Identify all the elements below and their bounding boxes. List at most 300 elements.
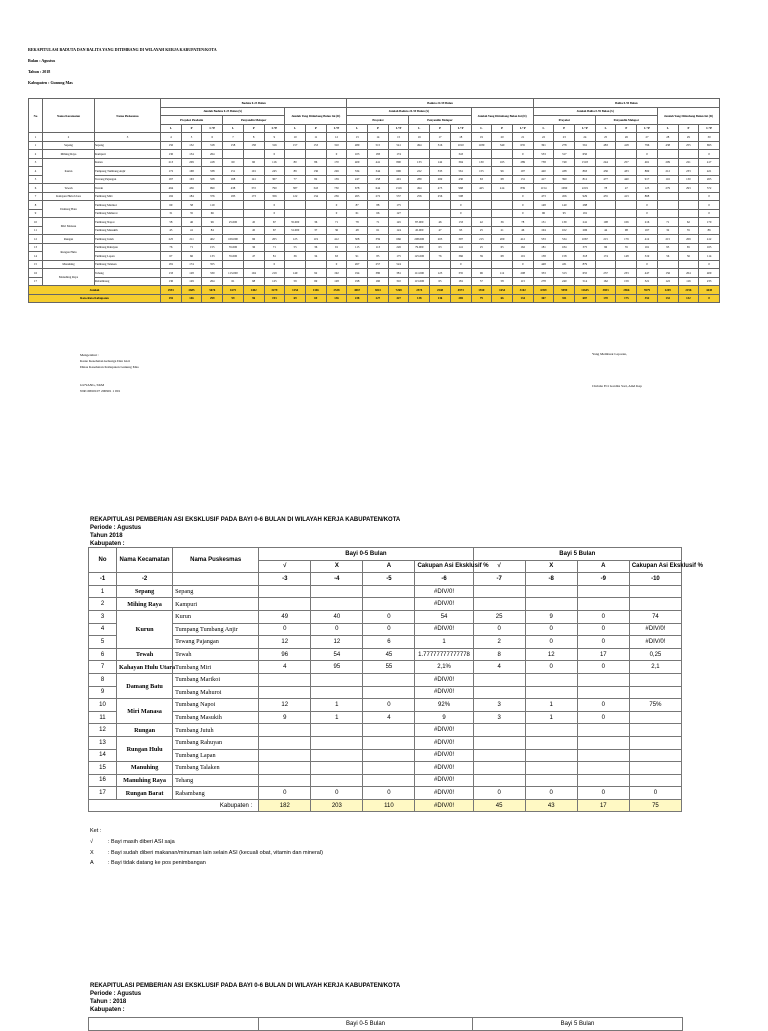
header-lp: L — [595, 124, 616, 133]
row-value: 215 — [657, 235, 678, 244]
header-row — [29, 99, 720, 108]
row-value: 0 — [363, 623, 415, 636]
row-value: 104 — [243, 269, 264, 278]
row-value: 170 — [326, 158, 347, 167]
row-value — [616, 260, 637, 269]
row-value: 116 — [264, 158, 285, 167]
row-value — [243, 150, 264, 159]
row-puskesmas: Tumbang Jutuh — [95, 235, 161, 244]
row-value: 36 — [326, 226, 347, 235]
header-lp: L+P — [450, 124, 471, 133]
row-value: 165 — [492, 158, 513, 167]
row-value: #DIV/0! — [415, 598, 473, 611]
row-value — [473, 736, 525, 749]
row-value: 158 — [223, 141, 244, 150]
row-value: 109.000 — [223, 235, 244, 244]
column-number: 27 — [637, 133, 658, 142]
row-value: 95 — [657, 243, 678, 252]
average-value: 238 — [347, 294, 368, 303]
row-value: 95 — [311, 661, 363, 674]
row-value — [525, 749, 577, 762]
row-value: 71 — [657, 218, 678, 227]
table-row — [29, 243, 720, 252]
header-lp: P — [243, 124, 264, 133]
header-col: X — [525, 560, 577, 573]
row-value: 158 — [533, 252, 554, 261]
row-value: 343 — [450, 150, 471, 159]
table-row — [29, 184, 720, 193]
average-value: 69 — [285, 294, 306, 303]
row-value: 8 — [473, 648, 525, 661]
row-value: 184 — [181, 192, 202, 201]
row-value: 0 — [259, 787, 311, 800]
row-puskesmas: Tumbang Mahuroi — [95, 209, 161, 218]
header-col: Cakupan Asi Eksklusif % — [415, 560, 473, 573]
row-value — [473, 598, 525, 611]
column-number: 19 — [471, 133, 492, 142]
row-kecamatan: Damang Batu — [43, 201, 95, 218]
row-value: 514 — [575, 277, 596, 286]
row-value: 41 — [181, 226, 202, 235]
row-value: 12 — [259, 636, 311, 649]
row-value: 191 — [575, 209, 596, 218]
row-value: #DIV/0! — [415, 686, 473, 699]
row-value: 63 — [326, 252, 347, 261]
row-value — [259, 585, 311, 598]
row-value: 114 — [699, 252, 720, 261]
row-value: 264 — [202, 150, 223, 159]
row-value: 245 — [264, 167, 285, 176]
row-value: 226 — [388, 243, 409, 252]
row-value: 47 — [616, 184, 637, 193]
row-value — [657, 192, 678, 201]
row-value: 35 — [678, 226, 699, 235]
row-value: 456 — [181, 184, 202, 193]
total-value: 7268 — [388, 286, 409, 295]
row-value: 572 — [699, 184, 720, 193]
row-no: 1 — [89, 585, 117, 598]
row-value: 155 — [202, 243, 223, 252]
row-value: 929 — [575, 192, 596, 201]
row-no: 2 — [89, 598, 117, 611]
average-value: 175 — [616, 294, 637, 303]
row-no: 11 — [29, 226, 43, 235]
total-value: 2538 — [326, 286, 347, 295]
header-group: Baduta 24-59 Bulan — [347, 99, 533, 108]
row-value: 0 — [264, 260, 285, 269]
row-value: 333 — [533, 269, 554, 278]
row-value: 265 — [347, 192, 368, 201]
row-value: 123 — [430, 269, 451, 278]
doc1-signature-left — [80, 352, 139, 394]
table-row — [29, 260, 720, 269]
average-label: Rata-Rata Kabupaten — [29, 294, 161, 303]
row-value: 412 — [637, 235, 658, 244]
row-value — [243, 260, 264, 269]
total-value: 3841 — [368, 286, 389, 295]
row-value: 204 — [678, 269, 699, 278]
row-value: 150 — [161, 141, 182, 150]
header-col: Cakupan Asi Eksklusif % — [629, 560, 681, 573]
row-no: 17 — [29, 277, 43, 286]
row-value: 141 — [450, 243, 471, 252]
row-value: 115.000 — [409, 277, 430, 286]
row-value: 812 — [575, 175, 596, 184]
total-value: 3853 — [595, 286, 616, 295]
row-value: 417 — [533, 175, 554, 184]
row-value — [259, 762, 311, 775]
row-value: 0 — [637, 260, 658, 269]
average-value: 96 — [243, 294, 264, 303]
row-value: 1 — [525, 699, 577, 712]
column-number: 18 — [450, 133, 471, 142]
row-value — [259, 774, 311, 787]
table-row — [29, 141, 720, 150]
table-row — [29, 167, 720, 176]
row-value — [525, 762, 577, 775]
row-value: 145 — [388, 218, 409, 227]
row-value: #DIV/0! — [415, 673, 473, 686]
row-puskesmas: Tumbang Miri — [173, 661, 259, 674]
row-value: 125.000 — [409, 252, 430, 261]
row-value: 116 — [657, 175, 678, 184]
row-puskesmas: Tehang — [95, 269, 161, 278]
row-value: 869 — [637, 167, 658, 176]
row-value: 489 — [347, 141, 368, 150]
header-lp: L+P — [326, 124, 347, 133]
row-value — [595, 260, 616, 269]
row-value: 25 — [473, 610, 525, 623]
row-value: 206 — [575, 226, 596, 235]
row-value — [525, 724, 577, 737]
row-value: 124 — [388, 226, 409, 235]
column-number: -1 — [89, 573, 117, 586]
row-value: 516 — [430, 141, 451, 150]
row-value: 112 — [492, 269, 513, 278]
header-lp: P — [305, 124, 326, 133]
header-group: Balita 0-59 Bulan — [533, 99, 719, 108]
total-value: 110 — [363, 799, 415, 812]
row-value: 696 — [388, 167, 409, 176]
row-kecamatan: Sepang — [117, 585, 173, 598]
row-value — [473, 774, 525, 787]
row-value: 0 — [326, 150, 347, 159]
table-row — [29, 277, 720, 286]
doc2-title: REKAPITULASI PEMBERIAN ASI EKSKLUSIF PADA BAYI 0-6 BULAN DI WILAYAH KERJA KABUPATEN/KOTA — [90, 517, 401, 523]
doc2-periode: Periode : Agustus — [90, 525, 142, 531]
row-value: 45 — [363, 648, 415, 661]
row-value — [678, 260, 699, 269]
row-value: 289 — [512, 158, 533, 167]
header-lp: P — [492, 124, 513, 133]
column-number: 5 — [181, 133, 202, 142]
row-value: 48 — [347, 226, 368, 235]
row-value: 1 — [311, 711, 363, 724]
doc3-kabupaten: Kabupaten : — [90, 1007, 125, 1013]
row-value: 37 — [305, 226, 326, 235]
row-value: 197 — [512, 167, 533, 176]
row-value — [629, 762, 681, 775]
row-value: 71 — [326, 218, 347, 227]
row-value: 183 — [368, 150, 389, 159]
row-value — [259, 686, 311, 699]
row-kecamatan: Miri Manasa — [43, 218, 95, 235]
row-value — [473, 585, 525, 598]
row-value — [616, 201, 637, 210]
row-no: 7 — [29, 192, 43, 201]
legend-item: A : Bayi tidak datang ke pos penimbangan — [90, 860, 206, 867]
row-value: 749 — [554, 158, 575, 167]
row-kecamatan: Tewah — [117, 648, 173, 661]
header-lp: L — [409, 124, 430, 133]
header-lp: L+P — [388, 124, 409, 133]
row-value: 156 — [657, 269, 678, 278]
column-number: -2 — [117, 573, 173, 586]
row-value: 278 — [533, 277, 554, 286]
row-no: 3 — [29, 158, 43, 167]
row-value: #DIV/0! — [415, 724, 473, 737]
row-value: 208 — [512, 269, 533, 278]
row-value: 122 — [285, 192, 306, 201]
row-value: 101 — [512, 252, 533, 261]
row-value: 61 — [223, 277, 244, 286]
column-number: 10 — [285, 133, 306, 142]
row-value: 461 — [637, 158, 658, 167]
row-puskesmas: Tewah — [173, 648, 259, 661]
row-value: 122 — [657, 277, 678, 286]
row-value: 35.000 — [223, 243, 244, 252]
row-value: 205 — [264, 235, 285, 244]
row-value: 2,1 — [629, 661, 681, 674]
row-puskesmas: Tewang Pajangan — [173, 636, 259, 649]
row-value — [525, 598, 577, 611]
row-value: 49 — [259, 610, 311, 623]
signature-line: Kasie Kesehatan keluarga Dan Gizi — [80, 359, 130, 363]
row-value: 417 — [699, 158, 720, 167]
row-value: 57 — [471, 277, 492, 286]
row-value: 390 — [554, 175, 575, 184]
header-col: A — [363, 560, 415, 573]
average-value: 132 — [657, 294, 678, 303]
row-value: 170 — [699, 218, 720, 227]
row-value: 839 — [512, 184, 533, 193]
doc3-group-b: Bayi 5 Bulan — [473, 1018, 683, 1031]
row-value: 2,1% — [415, 661, 473, 674]
column-number: 30 — [699, 133, 720, 142]
row-value: 151 — [223, 167, 244, 176]
row-value — [305, 209, 326, 218]
total-row — [29, 286, 720, 295]
row-value: 9 — [525, 610, 577, 623]
header-lp: L — [223, 124, 244, 133]
table-row — [89, 736, 682, 749]
header-sub2: Proyeksi — [533, 116, 595, 125]
row-no: 9 — [29, 209, 43, 218]
row-value: 119 — [305, 235, 326, 244]
row-value: 141 — [243, 175, 264, 184]
row-value: 233 — [678, 167, 699, 176]
row-no: 8 — [29, 201, 43, 210]
row-value: #DIV/0! — [415, 762, 473, 775]
doc2-legend — [90, 826, 323, 869]
row-value: 233 — [699, 277, 720, 286]
row-value: 473 — [533, 192, 554, 201]
row-value — [430, 150, 451, 159]
total-value: 1346 — [305, 286, 326, 295]
row-value: 414 — [492, 184, 513, 193]
legend-title: Ket : — [90, 828, 102, 834]
doc3-title: REKAPITULASI PEMBERIAN ASI EKSKLUSIF PADA BAYI 0-6 BULAN DI WILAYAH KERJA KABUPATEN/KOTA — [90, 983, 401, 989]
row-value: 758 — [533, 158, 554, 167]
row-value — [285, 260, 306, 269]
total-row — [89, 799, 682, 812]
row-value: 60 — [243, 158, 264, 167]
row-value — [471, 150, 492, 159]
row-kecamatan: Miri Manasa — [117, 699, 173, 724]
row-value: 0 — [525, 636, 577, 649]
row-value: 221 — [678, 158, 699, 167]
row-no: 5 — [29, 175, 43, 184]
row-no: 3 — [89, 610, 117, 623]
row-puskesmas: Tumbang Marikoi — [95, 201, 161, 210]
row-value — [657, 209, 678, 218]
row-value — [409, 260, 430, 269]
row-value: 46 — [430, 218, 451, 227]
row-value: 412 — [512, 235, 533, 244]
row-value — [657, 150, 678, 159]
total-value: 2966 — [616, 286, 637, 295]
row-value: 222 — [409, 167, 430, 176]
header-sub: Jumlah Yang Ditimbang Bulan Ini (D) — [471, 107, 533, 124]
row-value — [311, 774, 363, 787]
row-value: 0 — [264, 209, 285, 218]
row-value: 990 — [202, 184, 223, 193]
row-value: 128 — [326, 277, 347, 286]
row-value — [678, 201, 699, 210]
row-value: #DIV/0! — [415, 749, 473, 762]
row-value — [259, 673, 311, 686]
row-value: 96 — [533, 209, 554, 218]
row-value — [492, 209, 513, 218]
column-number: 14 — [368, 133, 389, 142]
row-value — [473, 673, 525, 686]
row-value — [471, 192, 492, 201]
row-value: 216 — [637, 218, 658, 227]
row-puskesmas: Tumbang Napoi — [95, 218, 161, 227]
row-value: 85 — [368, 252, 389, 261]
row-value: 265 — [699, 175, 720, 184]
row-value: 74 — [629, 610, 681, 623]
average-value: 299 — [202, 294, 223, 303]
row-no: 12 — [89, 724, 117, 737]
row-value: 127 — [388, 209, 409, 218]
row-value: 267 — [347, 260, 368, 269]
row-value: 128 — [181, 269, 202, 278]
header-lp: P — [368, 124, 389, 133]
row-value: 537 — [388, 192, 409, 201]
row-value: 318 — [202, 141, 223, 150]
header-sub: Jumlah Yang Ditimbang Bulan Ini (D) — [285, 107, 347, 124]
row-value: #DIV/0! — [415, 736, 473, 749]
row-value: 494 — [409, 141, 430, 150]
row-puskesmas: Sepang — [95, 141, 161, 150]
row-value: 108 — [595, 218, 616, 227]
row-value: 81 — [264, 252, 285, 261]
row-value: 59 — [285, 277, 306, 286]
row-value: 158 — [243, 141, 264, 150]
column-number: -5 — [363, 573, 415, 586]
row-value: 98 — [616, 226, 637, 235]
column-number-row — [29, 133, 720, 142]
row-value: 561 — [450, 167, 471, 176]
header-col: √ — [259, 560, 311, 573]
row-value: 155 — [471, 167, 492, 176]
row-value: 412 — [326, 235, 347, 244]
row-value — [285, 209, 306, 218]
table-row — [29, 175, 720, 184]
row-kecamatan: Kurun — [117, 610, 173, 648]
row-value: 0 — [473, 623, 525, 636]
column-number: 28 — [657, 133, 678, 142]
row-value: 425 — [471, 184, 492, 193]
row-value: #DIV/0! — [415, 585, 473, 598]
row-value: 56 — [678, 252, 699, 261]
doc2-table — [88, 547, 703, 812]
row-value: 288 — [575, 201, 596, 210]
column-number: 24 — [575, 133, 596, 142]
row-value: 0 — [629, 787, 681, 800]
row-value: 111.000 — [409, 269, 430, 278]
total-value: 2685 — [181, 286, 202, 295]
row-value: 113.000 — [223, 269, 244, 278]
row-value: 433 — [616, 167, 637, 176]
row-value: 394 — [450, 158, 471, 167]
row-value: #DIV/0! — [415, 787, 473, 800]
row-value: 133 — [202, 252, 223, 261]
row-value — [577, 585, 629, 598]
column-number: 17 — [430, 133, 451, 142]
row-value — [243, 201, 264, 210]
row-value: 318 — [575, 252, 596, 261]
row-value — [473, 724, 525, 737]
table-row — [29, 269, 720, 278]
row-value: 225 — [161, 235, 182, 244]
column-number: 26 — [616, 133, 637, 142]
row-value — [577, 749, 629, 762]
row-value: 431 — [554, 260, 575, 269]
table-row — [29, 150, 720, 159]
row-value — [305, 201, 326, 210]
row-value: 93 — [450, 226, 471, 235]
row-value: 55 — [363, 661, 415, 674]
row-value: 494 — [161, 184, 182, 193]
header-no: No — [89, 548, 117, 573]
row-value: 0 — [259, 623, 311, 636]
row-kecamatan: Mihing Raya — [117, 598, 173, 611]
row-value — [259, 598, 311, 611]
row-value: 68 — [492, 252, 513, 261]
row-value: 36 — [305, 243, 326, 252]
row-value — [595, 150, 616, 159]
row-value: 12 — [311, 636, 363, 649]
row-puskesmas: Tumbang Lapan — [95, 252, 161, 261]
row-value: 448 — [533, 260, 554, 269]
row-value: 179 — [616, 235, 637, 244]
row-value: 0 — [577, 661, 629, 674]
average-value: 79 — [471, 294, 492, 303]
header-sub: Jumlah Baduta 0-23 Bulan (S) — [161, 107, 285, 116]
row-no: 10 — [29, 218, 43, 227]
